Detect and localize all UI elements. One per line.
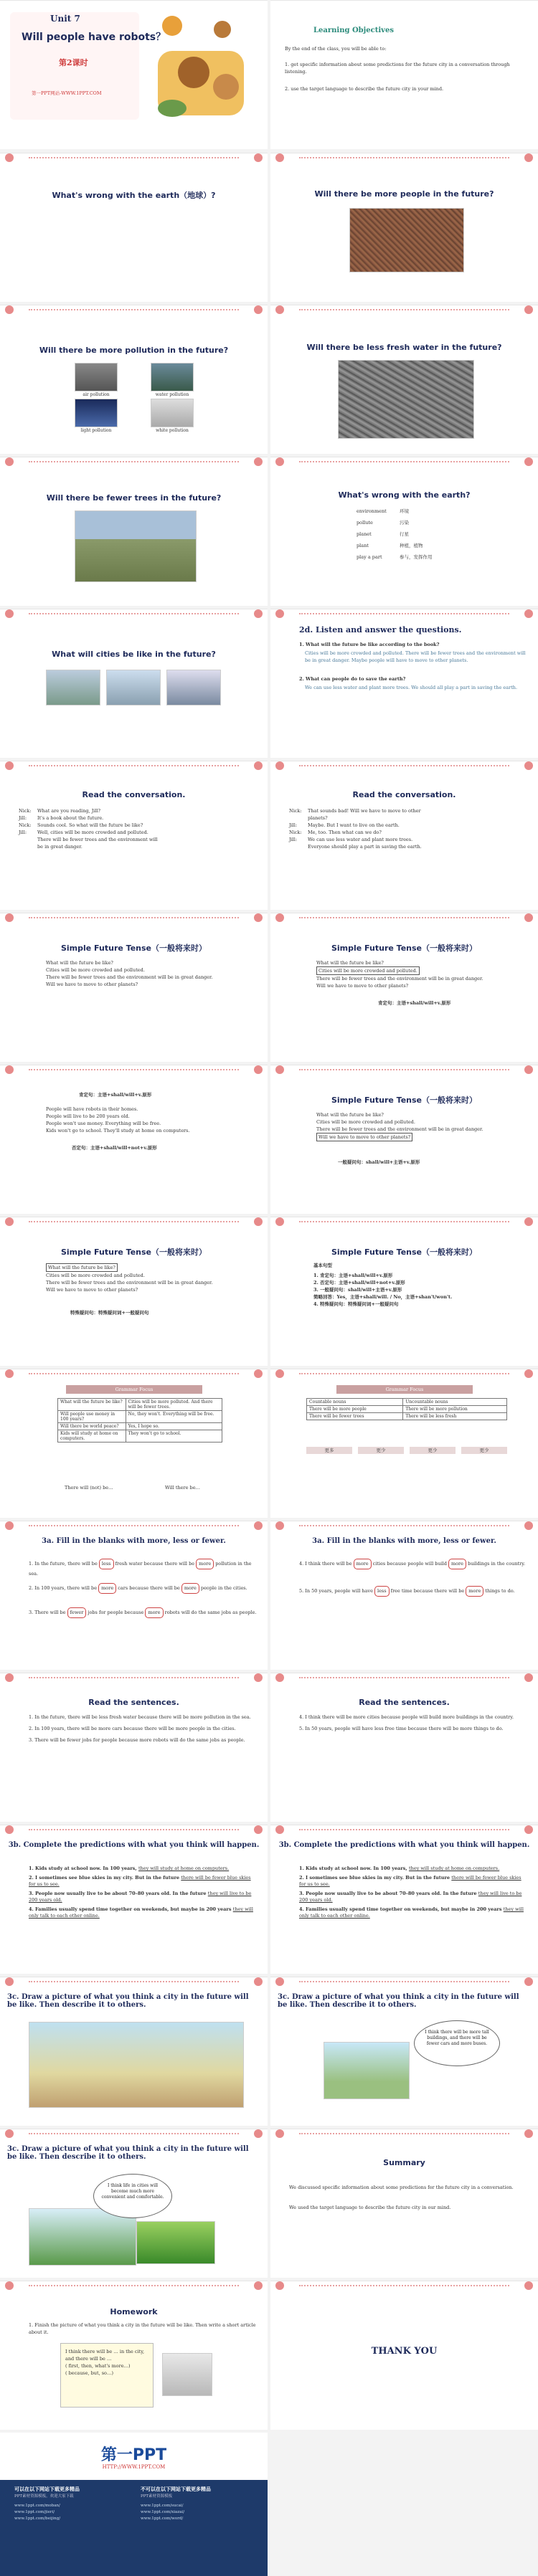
flower-icon bbox=[521, 1825, 537, 1835]
answer-blank[interactable]: more bbox=[196, 1559, 214, 1569]
sentence: There will be fewer trees and the environment will be in great danger. bbox=[46, 1280, 213, 1285]
flower-icon bbox=[521, 1065, 537, 1075]
ad-heading: 不可以在以下网站下载更多精品 bbox=[141, 2486, 211, 2492]
speech-bubble: I think life in cities will become much more convenient and comfortable. bbox=[93, 2174, 172, 2218]
sentence: Will we have to move to other planets? bbox=[316, 983, 409, 989]
slide-title: Summary bbox=[383, 2158, 425, 2167]
meaning-box: 更少 bbox=[461, 1447, 507, 1454]
slide-wh-question[interactable] bbox=[0, 1217, 268, 1366]
sentence: Cities will be more crowded and polluted. bbox=[46, 967, 145, 973]
sentence: 5. In 50 years, people will have less free time because there will be more things to do. bbox=[299, 1726, 504, 1731]
ad-subheading: PPT素材资源模板 bbox=[141, 2494, 173, 2499]
flower-icon bbox=[521, 609, 537, 619]
example-sentences bbox=[46, 959, 258, 988]
dialog-line: Jill: It's a book about the future. bbox=[19, 815, 104, 821]
slide-title: Homework bbox=[110, 2307, 158, 2316]
slide-title: What's wrong with the earth? bbox=[338, 490, 471, 500]
answer-blank[interactable]: less bbox=[374, 1586, 390, 1597]
slide-title: 3c. Draw a picture of what you think a city in the future will be like. Then describe it to others. bbox=[278, 1993, 519, 2009]
example-sentences bbox=[46, 1106, 258, 1134]
sentence: People won't use money. Everything will be free. bbox=[46, 1121, 161, 1126]
dialog-line: Jill: Maybe. But I want to live on the earth. bbox=[289, 822, 400, 828]
flower-icon bbox=[1, 761, 17, 771]
flower-icon bbox=[272, 457, 288, 467]
air-pollution-photo bbox=[75, 363, 118, 391]
prediction-item: 3. People now usually live to be about 70–80 years old. In the future they will live to be 200 years old. bbox=[299, 1891, 522, 1903]
slide-title: Will there be less fresh water in the future? bbox=[306, 343, 502, 352]
slide-future-tense-1[interactable] bbox=[0, 913, 268, 1062]
flower-icon bbox=[250, 1217, 266, 1227]
flower-icon bbox=[272, 609, 288, 619]
slide-title: What will cities be like in the future? bbox=[52, 650, 216, 659]
answer-blank[interactable]: more bbox=[181, 1583, 199, 1594]
prediction-list bbox=[299, 1866, 528, 1919]
flower-icon bbox=[1, 1217, 17, 1227]
ad-link[interactable]: www.1ppt.com/moban/ bbox=[14, 2504, 60, 2508]
flower-icon bbox=[250, 1977, 266, 1987]
sentence: Cities will be more crowded and polluted. bbox=[316, 966, 420, 975]
objectives-heading: Learning Objectives bbox=[313, 27, 394, 34]
slide-patterns[interactable] bbox=[270, 1217, 538, 1366]
slide-title: Read the sentences. bbox=[359, 1698, 450, 1707]
sentence: People will live to be 200 years old. bbox=[46, 1113, 130, 1119]
sentence: What will the future be like? bbox=[46, 1263, 118, 1272]
flower-icon bbox=[1, 1521, 17, 1531]
city-photo bbox=[106, 670, 161, 705]
table-row: There will be more people There will be more pollution bbox=[307, 1406, 507, 1413]
stumps-photo bbox=[75, 510, 197, 582]
flower-icon bbox=[272, 761, 288, 771]
dialog bbox=[289, 807, 528, 850]
prediction-item: 3. People now usually live to be about 70–80 years old. In the future they will live to be 200 years old. bbox=[29, 1891, 252, 1903]
ad-link[interactable]: www.1ppt.com/word/ bbox=[141, 2516, 184, 2521]
example-sentences bbox=[316, 1111, 528, 1141]
flower-icon bbox=[521, 913, 537, 923]
flower-icon bbox=[272, 1673, 288, 1683]
sentence: What will the future be like? bbox=[316, 960, 384, 966]
flower-icon bbox=[1, 2281, 17, 2291]
dialog-line: There will be fewer trees and the environment will bbox=[37, 837, 158, 842]
flower-icon bbox=[521, 1369, 537, 1379]
answer-blank[interactable]: more bbox=[448, 1559, 466, 1569]
answer-blank[interactable]: more bbox=[145, 1607, 163, 1618]
fill-item-2: 2. In 100 years, there will be more cars because there will be more people in the cities. bbox=[29, 1583, 258, 1594]
ad-url[interactable]: HTTP://WWW.1PPT.COM bbox=[102, 2464, 166, 2470]
flower-icon bbox=[250, 609, 266, 619]
vocab-row: plant 种植，植物 bbox=[357, 543, 423, 548]
ad-panel[interactable] bbox=[0, 2433, 268, 2576]
slide-3c-3[interactable] bbox=[0, 2129, 268, 2278]
meaning-box: 更多 bbox=[306, 1447, 352, 1454]
slide-grammar-focus-1[interactable] bbox=[0, 1369, 268, 1518]
slide-3c-1[interactable] bbox=[0, 1977, 268, 2126]
flower-icon bbox=[250, 1825, 266, 1835]
flower-icon bbox=[521, 153, 537, 163]
slide-3b-2[interactable] bbox=[270, 1825, 538, 1974]
unit-label: Unit 7 bbox=[50, 14, 80, 24]
flower-icon bbox=[1, 457, 17, 467]
flower-icon bbox=[521, 1521, 537, 1531]
sentence-list bbox=[299, 1714, 528, 1732]
slide-more-people[interactable] bbox=[270, 153, 538, 302]
slide-question-form[interactable] bbox=[270, 1065, 538, 1214]
flower-icon bbox=[1, 913, 17, 923]
slide-title: Simple Future Tense（一般将来时） bbox=[60, 944, 207, 953]
ad-subheading: PPT素材资源模板，欢迎大家下载 bbox=[14, 2494, 74, 2499]
white-pollution-photo bbox=[151, 399, 194, 427]
slide-thanks[interactable] bbox=[270, 2281, 538, 2430]
slide-title: Will there be more pollution in the future? bbox=[39, 346, 229, 355]
flower-icon bbox=[250, 1369, 266, 1379]
sentence: There will be fewer trees and the environment will be in great danger. bbox=[316, 1126, 483, 1132]
pattern-item: 2. 否定句：主语+shall/will+not+v.原形 bbox=[313, 1280, 405, 1285]
flower-icon bbox=[272, 2281, 288, 2291]
fill-item-3: 3. There will be fewer jobs for people because more robots will do the same jobs as people. bbox=[29, 1607, 258, 1618]
flower-icon bbox=[1, 1369, 17, 1379]
summary-1: We discussed specific information about some predictions for the future city in a conversation. bbox=[289, 2185, 514, 2190]
photo-label: air pollution bbox=[82, 392, 110, 397]
homework-text: 1. Finish the picture of what you think a city in the future will be like. Then write a short article about it. bbox=[29, 2322, 256, 2335]
slide-negative[interactable] bbox=[0, 1065, 268, 1214]
ad-heading: 可以在以下网站下载更多精品 bbox=[14, 2486, 80, 2492]
ad-logo: 第一PPT bbox=[100, 2446, 167, 2464]
slide-future-cities[interactable] bbox=[0, 609, 268, 758]
sentence: Will we have to move to other planets? bbox=[316, 1133, 412, 1141]
site-label: 第一PPT网站-WWW.1PPT.COM bbox=[32, 90, 102, 96]
flower-icon bbox=[250, 2129, 266, 2139]
sentence: What will the future be like? bbox=[316, 1112, 384, 1118]
grammar-focus-banner: Grammar Focus bbox=[336, 1385, 473, 1394]
dialog-line: be in great danger. bbox=[37, 844, 82, 850]
slide-title: Read the conversation. bbox=[352, 790, 456, 799]
slide-title: What's wrong with the earth（地球）? bbox=[52, 191, 216, 200]
table-row: Countable nouns Uncountable nouns bbox=[307, 1399, 507, 1406]
slide-title: Read the sentences. bbox=[88, 1698, 179, 1707]
slide-title: 3c. Draw a picture of what you think a city in the future will be like. Then describe it to others. bbox=[7, 2145, 249, 2161]
flower-icon bbox=[272, 1977, 288, 1987]
prediction-item: 2. I sometimes see blue skies in my city. But in the future there will be fewer blue skies for us to see. bbox=[299, 1875, 522, 1887]
grammar-foot-2: Will there be… bbox=[165, 1485, 201, 1491]
flower-icon bbox=[272, 1825, 288, 1835]
slide-title: 3b. Complete the predictions with what you think will happen. bbox=[278, 1841, 530, 1849]
flower-icon bbox=[250, 153, 266, 163]
cover-title: Will people have robots？ bbox=[22, 32, 166, 43]
table-row: What will the future be like? Cities will be more polluted. And there will be fewer trees. bbox=[58, 1399, 222, 1411]
slide-objectives[interactable] bbox=[270, 0, 538, 149]
flower-icon bbox=[272, 913, 288, 923]
city-photo bbox=[46, 670, 100, 705]
ad-link-list bbox=[14, 2503, 60, 2522]
ad-link[interactable]: www.1ppt.com/xiazai/ bbox=[141, 2510, 185, 2514]
homework-note: I think there will be … in the city, and there will be … ( first, then, what's more…) ( because, but, so…) bbox=[60, 2343, 154, 2408]
light-pollution-photo bbox=[75, 399, 118, 427]
objectives-intro: By the end of the class, you will be able to: bbox=[285, 46, 387, 52]
flower-icon bbox=[521, 1977, 537, 1987]
slide-read-1[interactable] bbox=[0, 1673, 268, 1822]
dialog bbox=[19, 807, 258, 850]
animals-illustration bbox=[143, 8, 258, 137]
grammar-table bbox=[57, 1398, 222, 1443]
dry-land-photo bbox=[338, 360, 474, 439]
ad-link[interactable]: www.1ppt.com/beijing/ bbox=[14, 2516, 61, 2521]
flower-icon bbox=[250, 1673, 266, 1683]
pattern-item: 3. 一般疑问句：shall/will+主语+v.原形 bbox=[313, 1287, 402, 1293]
fill-item-4: 4. I think there will be more cities because people will build more buildings in the country. bbox=[299, 1559, 528, 1569]
answer-blank[interactable]: more bbox=[98, 1583, 116, 1594]
vocab-row: planet 行星 bbox=[357, 531, 409, 537]
slide-fewer-trees[interactable] bbox=[0, 457, 268, 606]
table-row: There will be fewer trees There will be less fresh bbox=[307, 1413, 507, 1420]
sentence: There will be fewer trees and the environment will be in great danger. bbox=[316, 976, 483, 982]
sentence: Will we have to move to other planets? bbox=[46, 982, 138, 987]
dialog-line: Everyone should play a part in saving the earth. bbox=[308, 844, 422, 850]
sentence: 2. In 100 years, there will be more cars because there will be more people in the cities. bbox=[29, 1726, 236, 1731]
nouns-table bbox=[306, 1398, 507, 1420]
answer-1: Cities will be more crowded and polluted. There will be fewer trees and the environment will be in great danger. Maybe people will have to move to other planets. bbox=[305, 650, 526, 663]
slide-title: Simple Future Tense（一般将来时） bbox=[331, 1247, 478, 1257]
sentence: People will have robots in their homes. bbox=[46, 1106, 138, 1112]
table-row: Will people use money in 100 years? No, they won't. Everything will be free. bbox=[58, 1411, 222, 1423]
slide-title: Simple Future Tense（一般将来时） bbox=[331, 944, 478, 953]
prediction-list bbox=[29, 1866, 258, 1919]
dialog-line: Nick: Me, too. Then what can we do? bbox=[289, 830, 382, 835]
sentence-list bbox=[29, 1714, 258, 1744]
flower-icon bbox=[1, 1065, 17, 1075]
fill-item-5: 5. In 50 years, people will have less free time because there will be more things to do. bbox=[299, 1586, 528, 1597]
flower-icon bbox=[521, 1217, 537, 1227]
sentence: Cities will be more crowded and polluted. bbox=[46, 1273, 145, 1278]
flower-icon bbox=[1, 609, 17, 619]
flower-icon bbox=[272, 1217, 288, 1227]
photo-label: water pollution bbox=[155, 392, 189, 397]
slide-grammar-focus-2[interactable] bbox=[270, 1369, 538, 1518]
flower-icon bbox=[250, 1065, 266, 1075]
flower-icon bbox=[272, 1065, 288, 1075]
sentence: Cities will be more crowded and polluted. bbox=[316, 1119, 415, 1125]
speech-bubble: I think there will be more tall buildings, and there will be fewer cars and more buses. bbox=[414, 2020, 500, 2066]
example-sentences bbox=[46, 1263, 258, 1293]
slide-cover[interactable] bbox=[0, 0, 268, 149]
slide-title: Will there be more people in the future? bbox=[314, 189, 494, 199]
photo-label: white pollution bbox=[156, 428, 189, 433]
flower-icon bbox=[521, 761, 537, 771]
flower-icon bbox=[521, 305, 537, 315]
lesson-label: 第2课时 bbox=[59, 58, 88, 67]
answer-blank[interactable]: more bbox=[466, 1586, 483, 1597]
grammar-rule: 特殊疑问句：特殊疑问词+一般疑问句 bbox=[70, 1310, 149, 1316]
sentence: 1. In the future, there will be less fresh water because there will be more pollution in the sea. bbox=[29, 1714, 251, 1720]
flower-icon bbox=[1, 1673, 17, 1683]
sentence: What will the future be like? bbox=[46, 960, 113, 966]
prediction-item: 2. I sometimes see blue skies in my city. But in the future there will be fewer blue skies for us to see. bbox=[29, 1875, 251, 1887]
slide-conversation-1[interactable] bbox=[0, 761, 268, 910]
slide-title: Simple Future Tense（一般将来时） bbox=[60, 1247, 207, 1257]
slide-title: 2d. Listen and answer the questions. bbox=[299, 625, 462, 635]
table-row: Kids will study at home on computers. They won't go to school. bbox=[58, 1430, 222, 1443]
flower-icon bbox=[250, 1521, 266, 1531]
flower-icon bbox=[521, 2281, 537, 2291]
flower-icon bbox=[272, 1521, 288, 1531]
future-city-drawing bbox=[29, 2022, 244, 2108]
dialog-line: Nick: Sounds cool. So what will the future be like? bbox=[19, 822, 143, 828]
notebook-photo bbox=[162, 2353, 212, 2396]
slide-title: Will there be fewer trees in the future? bbox=[46, 493, 222, 503]
flower-icon bbox=[250, 305, 266, 315]
grammar-rule-negative: 否定句：主语+shall/will+not+v.原形 bbox=[72, 1145, 157, 1151]
grammar-focus-banner: Grammar Focus bbox=[66, 1385, 202, 1394]
question-1: 1. What will the future be like according to the book? bbox=[299, 642, 440, 647]
slide-title: 3b. Complete the predictions with what you think will happen. bbox=[8, 1841, 260, 1849]
slide-earth-wrong[interactable] bbox=[0, 153, 268, 302]
objective-1: 1. get specific information about some predictions for the future city in a conversation through listening. bbox=[285, 62, 510, 75]
slide-fresh-water[interactable] bbox=[270, 305, 538, 454]
grammar-foot-1: There will (not) be… bbox=[65, 1485, 113, 1491]
flower-icon bbox=[272, 1369, 288, 1379]
slide-summary[interactable] bbox=[270, 2129, 538, 2278]
answer-blank[interactable]: less bbox=[99, 1559, 114, 1569]
flower-icon bbox=[250, 761, 266, 771]
fill-item-1: 1. In the future, there will be less fresh water because there will be more pollution in the sea. bbox=[29, 1559, 258, 1579]
vocab-list bbox=[357, 508, 528, 561]
city-drawing bbox=[136, 2221, 215, 2264]
slide-title: Read the conversation. bbox=[82, 790, 186, 799]
slide-title: 3c. Draw a picture of what you think a city in the future will be like. Then describe it to others. bbox=[7, 1993, 249, 2009]
ad-links-area bbox=[0, 2480, 268, 2576]
prediction-item: 1. Kids study at school now. In 100 years, they will study at home on computers. bbox=[299, 1866, 500, 1871]
city-drawing bbox=[324, 2042, 410, 2099]
dialog-line: Nick: What are you reading, Jill? bbox=[19, 808, 101, 814]
flower-icon bbox=[1, 1825, 17, 1835]
ad-link[interactable]: www.1ppt.com/sucai/ bbox=[141, 2504, 184, 2508]
dialog-line: Nick: That sounds bad! Will we have to move to other bbox=[289, 808, 421, 814]
flower-icon bbox=[250, 913, 266, 923]
slide-future-tense-2[interactable] bbox=[270, 913, 538, 1062]
flower-icon bbox=[1, 1977, 17, 1987]
flower-icon bbox=[250, 2281, 266, 2291]
table-row: Will there be world peace? Yes, I hope so. bbox=[58, 1423, 222, 1430]
slide-3c-2[interactable] bbox=[270, 1977, 538, 2126]
slide-3a-1[interactable] bbox=[0, 1521, 268, 1670]
flower-icon bbox=[1, 2129, 17, 2139]
patterns-list bbox=[313, 1272, 528, 1308]
slide-read-2[interactable] bbox=[270, 1673, 538, 1822]
flower-icon bbox=[521, 457, 537, 467]
thank-you-text: THANK YOU bbox=[371, 2346, 438, 2357]
sentence: 4. I think there will be more cities because people will build more buildings in the country. bbox=[299, 1714, 514, 1720]
pattern-item: 简略回答：Yes，主语+shall/will. / No，主语+shan't/won't. bbox=[313, 1294, 453, 1300]
slide-conversation-2[interactable] bbox=[270, 761, 538, 910]
grammar-rule: 肯定句：主语+shall/will+v.原形 bbox=[378, 1000, 451, 1006]
crowd-photo bbox=[349, 208, 464, 272]
objective-2: 2. use the target language to describe the future city in your mind. bbox=[285, 86, 444, 92]
slide-2d[interactable] bbox=[270, 609, 538, 758]
ad-link-list bbox=[141, 2503, 184, 2522]
slide-title: 3a. Fill in the blanks with more, less or fewer. bbox=[42, 1537, 226, 1545]
patterns-subtitle: 基本句型 bbox=[313, 1263, 332, 1268]
water-pollution-photo bbox=[151, 363, 194, 391]
flower-icon bbox=[1, 305, 17, 315]
flower-icon bbox=[521, 1673, 537, 1683]
flower-icon bbox=[272, 305, 288, 315]
photo-label: light pollution bbox=[80, 428, 112, 433]
slide-pollution[interactable] bbox=[0, 305, 268, 454]
answer-2: We can use less water and plant more trees. We should all play a part in saving the earth. bbox=[305, 685, 518, 690]
pattern-item: 1. 肯定句：主语+shall/will+v.原形 bbox=[313, 1273, 393, 1278]
dialog-line: planets? bbox=[308, 815, 328, 821]
slide-title: 3a. Fill in the blanks with more, less or fewer. bbox=[312, 1537, 496, 1545]
flower-icon bbox=[1, 153, 17, 163]
slide-title: Simple Future Tense（一般将来时） bbox=[331, 1095, 478, 1105]
pattern-item: 4. 特殊疑问句：特殊疑问词+一般疑问句 bbox=[313, 1301, 399, 1307]
sentence: There will be fewer trees and the environment will be in great danger. bbox=[46, 974, 213, 980]
summary-2: We used the target language to describe the future city in our mind. bbox=[289, 2205, 451, 2210]
city-photo bbox=[166, 670, 221, 705]
answer-blank[interactable]: fewer bbox=[67, 1607, 87, 1618]
slide-vocab[interactable] bbox=[270, 457, 538, 606]
sentence: Kids won't go to school. They'll study at home on computers. bbox=[46, 1128, 190, 1133]
meaning-boxes bbox=[306, 1447, 507, 1464]
slide-homework[interactable] bbox=[0, 2281, 268, 2430]
dialog-line: Jill: Well, cities will be more crowded and polluted. bbox=[19, 830, 148, 835]
prediction-item: 1. Kids study at school now. In 100 years, they will study at home on computers. bbox=[29, 1866, 230, 1871]
flower-icon bbox=[250, 457, 266, 467]
flower-icon bbox=[272, 2129, 288, 2139]
slide-3a-2[interactable] bbox=[270, 1521, 538, 1670]
dialog-line: Jill: We can use less water and plant more trees. bbox=[289, 837, 413, 842]
question-2: 2. What can people do to save the earth? bbox=[299, 676, 406, 682]
sentence: Will we have to move to other planets? bbox=[46, 1287, 138, 1293]
vocab-row: pollute 污染 bbox=[357, 520, 409, 526]
example-sentences bbox=[316, 959, 528, 989]
prediction-item: 4. Families usually spend time together on weekends, but maybe in 200 years they will only talk to each other online. bbox=[29, 1906, 253, 1919]
ad-link[interactable]: www.1ppt.com/jieri/ bbox=[14, 2510, 55, 2514]
meaning-box: 更少 bbox=[410, 1447, 456, 1454]
grammar-rule: 一般疑问句：shall/will+主语+v.原形 bbox=[338, 1159, 420, 1165]
vocab-row: play a part 参与，发挥作用 bbox=[357, 554, 433, 560]
sentence: 3. There will be fewer jobs for people because more robots will do the same jobs as people. bbox=[29, 1737, 245, 1743]
slide-3b-1[interactable] bbox=[0, 1825, 268, 1974]
answer-blank[interactable]: more bbox=[354, 1559, 372, 1569]
flower-icon bbox=[521, 2129, 537, 2139]
flower-icon bbox=[272, 153, 288, 163]
vocab-row: environment 环境 bbox=[357, 508, 409, 514]
grammar-rule: 肯定句：主语+shall/will+v.原形 bbox=[79, 1092, 152, 1098]
prediction-item: 4. Families usually spend time together on weekends, but maybe in 200 years they will only talk to each other online. bbox=[299, 1906, 524, 1919]
meaning-box: 更少 bbox=[358, 1447, 404, 1454]
